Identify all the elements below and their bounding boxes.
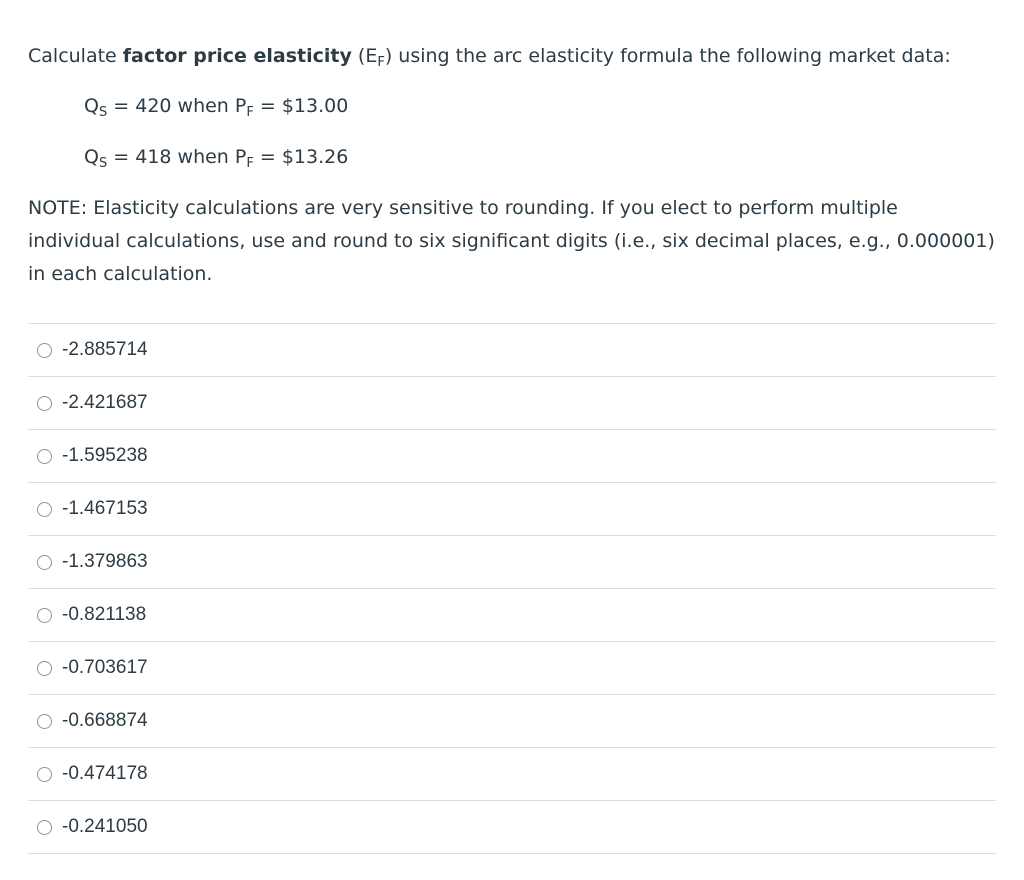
answer-label: -0.821138 bbox=[62, 604, 147, 625]
answer-option-9[interactable] bbox=[28, 748, 996, 801]
radio-button[interactable] bbox=[37, 608, 52, 623]
question-prompt bbox=[28, 40, 1008, 72]
note-line-2: individual calculations, use and round to six significant digits (i.e., six decimal places, e.g., 0.000001) bbox=[28, 230, 995, 252]
symbol-close: ) bbox=[384, 45, 393, 67]
question-intro: Calculate bbox=[28, 45, 123, 67]
answer-options bbox=[28, 323, 996, 854]
radio-button[interactable] bbox=[37, 396, 52, 411]
answer-label: -0.703617 bbox=[62, 657, 148, 678]
radio-button[interactable] bbox=[37, 714, 52, 729]
answer-option-5[interactable] bbox=[28, 536, 996, 589]
note-line-1: NOTE: Elasticity calculations are very sensitive to rounding. If you elect to perform multiple bbox=[28, 197, 898, 219]
note-line-3: in each calculation. bbox=[28, 263, 213, 285]
answer-option-4[interactable] bbox=[28, 483, 996, 536]
answer-option-8[interactable] bbox=[28, 695, 996, 748]
rounding-note bbox=[28, 192, 1008, 291]
market-data-line-1 bbox=[84, 92, 348, 120]
answer-option-10[interactable] bbox=[28, 801, 996, 854]
answer-label: -2.421687 bbox=[62, 392, 148, 413]
answer-label: -1.467153 bbox=[62, 498, 148, 519]
radio-button[interactable] bbox=[37, 661, 52, 676]
answer-label: -0.241050 bbox=[62, 816, 148, 837]
answer-label: -1.595238 bbox=[62, 445, 148, 466]
quantity-subscript: S bbox=[98, 156, 108, 171]
price-subscript: F bbox=[246, 156, 254, 171]
answer-label: -1.379863 bbox=[62, 551, 148, 572]
question-bold-term: factor price elasticity bbox=[122, 45, 352, 67]
radio-button[interactable] bbox=[37, 767, 52, 782]
radio-button[interactable] bbox=[37, 820, 52, 835]
quantity-letter: Q bbox=[84, 146, 99, 168]
radio-button[interactable] bbox=[37, 449, 52, 464]
answer-label: -0.668874 bbox=[62, 710, 148, 731]
question-text bbox=[28, 40, 1008, 72]
symbol-subscript: F bbox=[377, 55, 385, 70]
price-value: = $13.26 bbox=[253, 146, 349, 168]
answer-option-3[interactable] bbox=[28, 430, 996, 483]
quantity-value: = 420 when P bbox=[107, 95, 247, 117]
price-subscript: F bbox=[246, 105, 254, 120]
quantity-subscript: S bbox=[98, 105, 108, 120]
answer-option-2[interactable] bbox=[28, 377, 996, 430]
question-intro-after: using the arc elasticity formula the following market data: bbox=[392, 45, 951, 67]
symbol-open: (E bbox=[351, 45, 378, 67]
market-data-line-2 bbox=[84, 143, 348, 171]
answer-option-7[interactable] bbox=[28, 642, 996, 695]
quantity-letter: Q bbox=[84, 95, 99, 117]
price-value: = $13.00 bbox=[253, 95, 349, 117]
answer-option-1[interactable] bbox=[28, 324, 996, 377]
radio-button[interactable] bbox=[37, 343, 52, 358]
radio-button[interactable] bbox=[37, 555, 52, 570]
answer-label: -2.885714 bbox=[62, 339, 148, 360]
answer-option-6[interactable] bbox=[28, 589, 996, 642]
radio-button[interactable] bbox=[37, 502, 52, 517]
quantity-value: = 418 when P bbox=[107, 146, 247, 168]
answer-label: -0.474178 bbox=[62, 763, 148, 784]
